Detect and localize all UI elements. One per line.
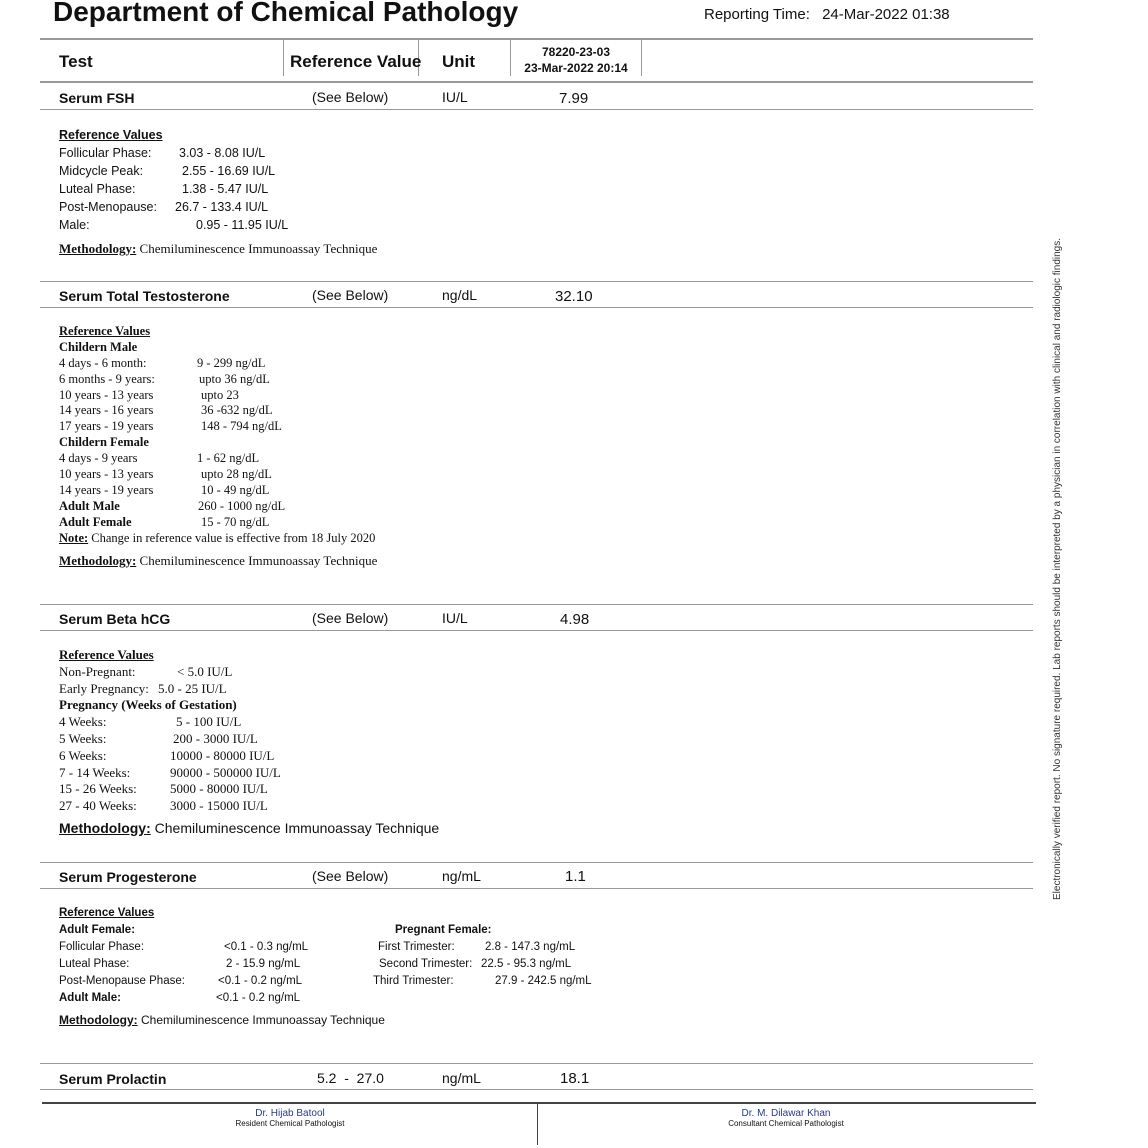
col-divider [510, 40, 511, 76]
row-rule [40, 1063, 1033, 1064]
reporting-time-label: Reporting Time: [704, 6, 810, 23]
test-value-progesterone: 1.1 [565, 868, 586, 885]
fsh-ref-row: Post-Menopause: 26.7 - 133.4 IU/L [59, 200, 269, 214]
prog-ref-row: Luteal Phase: 2 - 15.9 ng/mL [59, 958, 301, 970]
signatory-left-title: Resident Chemical Pathologist [235, 1119, 345, 1128]
prog-ref-row: Follicular Phase: <0.1 - 0.3 ng/mL [59, 941, 309, 953]
test-name-testosterone: Serum Total Testosterone [59, 288, 230, 304]
footer-rule [42, 1102, 1036, 1104]
page-title: Department of Chemical Pathology [53, 0, 519, 27]
col-divider [283, 40, 284, 76]
test-ref-progesterone: (See Below) [312, 868, 389, 884]
test-ref-hcg: (See Below) [312, 610, 389, 626]
test-name-progesterone: Serum Progesterone [59, 869, 197, 885]
progesterone-methodology: Methodology: Chemiluminescence Immunoassay Technique [59, 1013, 385, 1027]
test-unit-testosterone: ng/dL [442, 287, 478, 303]
col-header-reference: Reference Value [290, 52, 422, 71]
hcg-ref-row: 5 Weeks: 200 - 3000 IU/L [59, 730, 258, 746]
test-name-hcg: Serum Beta hCG [59, 611, 171, 627]
col-header-unit: Unit [442, 52, 476, 71]
testo-female-header: Childern Female [59, 435, 149, 450]
testo-ref-row: Adult Female 15 - 70 ng/dL [59, 514, 270, 529]
hcg-ref-row: 27 - 40 Weeks: 3000 - 15000 IU/L [59, 798, 268, 814]
fsh-ref-row: Follicular Phase: 3.03 - 8.08 IU/L [59, 146, 266, 160]
prog-preg-row: First Trimester: 2.8 - 147.3 ng/mL [378, 941, 576, 953]
test-value-hcg: 4.98 [560, 611, 590, 628]
progesterone-pregnant-block [372, 922, 612, 990]
testo-ref-row: 10 years - 13 years upto 23 [59, 387, 239, 402]
prog-ref-row: Adult Male: <0.1 - 0.2 ng/mL [59, 992, 301, 1004]
progesterone-reference-block [59, 905, 309, 1007]
test-value-prolactin: 18.1 [560, 1070, 590, 1087]
fsh-ref-row: Male: 0.95 - 11.95 IU/L [59, 218, 289, 232]
hcg-reference-block [59, 647, 281, 815]
test-unit-progesterone: ng/mL [442, 868, 481, 884]
row-rule [40, 888, 1033, 889]
test-unit-fsh: IU/L [442, 89, 468, 105]
testosterone-reference-block [59, 324, 375, 547]
col-header-sample [512, 44, 640, 76]
test-ref-testosterone: (See Below) [312, 287, 389, 303]
header-bottom-rule [40, 81, 1033, 83]
prog-preg-row: Second Trimester: 22.5 - 95.3 ng/mL [379, 958, 572, 970]
sample-time: 23-Mar-2022 20:14 [524, 61, 628, 75]
testo-ref-row: Adult Male 260 - 1000 ng/dL [59, 498, 286, 513]
test-unit-prolactin: ng/mL [442, 1070, 481, 1086]
fsh-ref-row: Luteal Phase: 1.38 - 5.47 IU/L [59, 182, 269, 196]
reporting-time-value: 24-Mar-2022 01:38 [822, 6, 950, 23]
hcg-methodology: Methodology: Chemiluminescence Immunoassay Technique [59, 820, 440, 836]
prog-preg-row: Third Trimester: 27.9 - 242.5 ng/mL [373, 975, 592, 987]
hcg-ref-row: 7 - 14 Weeks: 90000 - 500000 IU/L [59, 764, 281, 780]
footer-divider [537, 1103, 538, 1145]
row-rule [40, 862, 1033, 863]
row-rule [40, 109, 1033, 110]
hcg-ref-row: Early Pregnancy: 5.0 - 25 IU/L [59, 680, 227, 696]
test-ref-fsh: (See Below) [312, 89, 389, 105]
hcg-ref-row: 4 Weeks: 5 - 100 IU/L [59, 714, 242, 730]
hcg-ref-title: Reference Values [59, 647, 154, 662]
testo-ref-row: 6 months - 9 years: upto 36 ng/dL [59, 371, 270, 386]
fsh-ref-row: Midcycle Peak: 2.55 - 16.69 IU/L [59, 164, 276, 178]
testosterone-methodology: Methodology: Chemiluminescence Immunoassay Technique [59, 553, 378, 568]
testo-ref-row: 4 days - 6 month: 9 - 299 ng/dL [59, 355, 266, 370]
sample-id: 78220-23-03 [541, 45, 611, 59]
signatory-left-name: Dr. Hijab Batool [255, 1108, 325, 1119]
col-divider [641, 40, 642, 76]
test-unit-hcg: IU/L [442, 610, 468, 626]
hcg-ref-row: Non-Pregnant: < 5.0 IU/L [59, 663, 233, 679]
side-disclaimer: Electronically verified report. No signature required. Lab reports should be interpreted by a physician in correlation with clinical and radiologic findings. [1052, 237, 1063, 900]
test-value-fsh: 7.99 [559, 90, 589, 107]
testo-ref-row: 10 years - 13 years upto 28 ng/dL [59, 467, 272, 482]
signatory-right-title: Consultant Chemical Pathologist [728, 1119, 844, 1128]
prog-adult-female-header: Adult Female: [59, 924, 136, 936]
test-name-fsh: Serum FSH [59, 90, 135, 106]
signatory-left [190, 1108, 390, 1128]
row-rule [40, 604, 1033, 605]
testo-ref-row: 14 years - 16 years 36 -632 ng/dL [59, 403, 273, 418]
hcg-ref-row: 15 - 26 Weeks: 5000 - 80000 IU/L [59, 781, 268, 797]
row-rule [40, 630, 1033, 631]
fsh-reference-block [59, 126, 289, 234]
header-top-rule [40, 38, 1033, 40]
test-name-prolactin: Serum Prolactin [59, 1071, 167, 1087]
testo-ref-row: 17 years - 19 years 148 - 794 ng/dL [59, 419, 282, 434]
prog-pregnant-header: Pregnant Female: [395, 924, 492, 936]
row-rule [40, 1089, 1033, 1090]
col-header-test: Test [59, 52, 93, 71]
testo-ref-row: 4 days - 9 years 1 - 62 ng/dL [59, 451, 260, 466]
signatory-right [686, 1108, 886, 1128]
testo-ref-row: 14 years - 19 years 10 - 49 ng/dL [59, 482, 270, 497]
testo-male-header: Childern Male [59, 339, 138, 354]
testo-note: Note: Change in reference value is effective from 18 July 2020 [59, 530, 376, 545]
hcg-ref-row: 6 Weeks: 10000 - 80000 IU/L [59, 747, 275, 763]
fsh-methodology: Methodology: Chemiluminescence Immunoassay Technique [59, 241, 378, 256]
prog-ref-row: Post-Menopause Phase: <0.1 - 0.2 ng/mL [59, 975, 303, 987]
test-ref-prolactin: 5.2 - 27.0 [317, 1070, 384, 1086]
signatory-right-name: Dr. M. Dilawar Khan [741, 1108, 831, 1119]
prog-ref-title: Reference Values [59, 907, 155, 919]
reporting-time [704, 6, 958, 23]
row-rule [40, 281, 1033, 282]
fsh-ref-title: Reference Values [59, 128, 163, 142]
testo-ref-title: Reference Values [59, 324, 151, 338]
hcg-pregnancy-header: Pregnancy (Weeks of Gestation) [59, 697, 237, 713]
row-rule [40, 307, 1033, 308]
test-value-testosterone: 32.10 [555, 288, 593, 305]
